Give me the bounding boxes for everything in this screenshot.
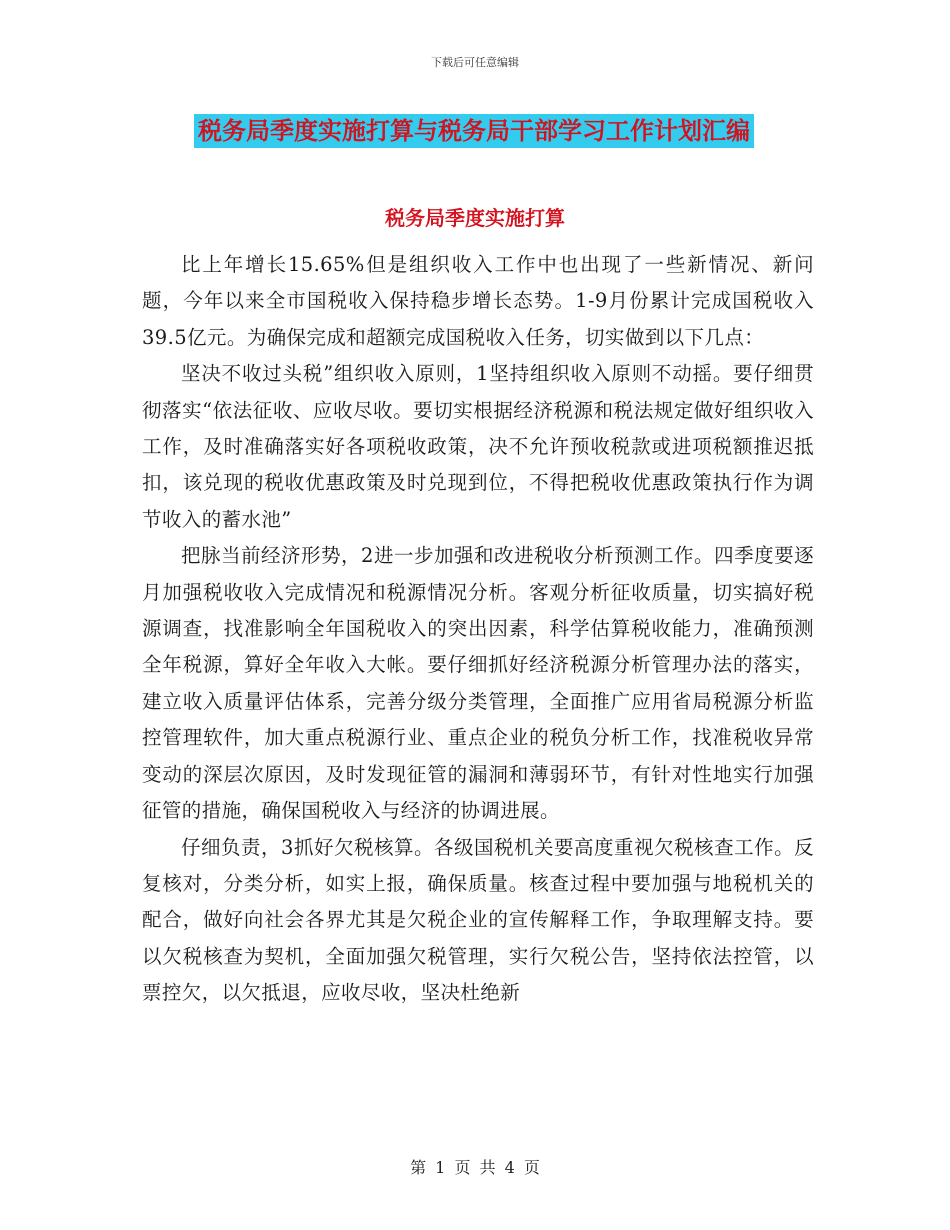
document-body bbox=[142, 247, 814, 1012]
paragraph-1: 比上年增长15.65%但是组织收入工作中也出现了一些新情况、新问题，今年以来全市国税收入保持稳步增长态势。1-9月份累计完成国税收入39.5亿元。为确保完成和超额完成国税收入任务，切实做到以下几点： bbox=[142, 253, 814, 349]
page-footer: 第 1 页 共 4 页 bbox=[410, 1158, 540, 1177]
paragraph-2: 坚决不收过头税”组织收入原则，1坚持组织收入原则不动摇。要仔细贯彻落实“依法征收、应收尽收。要切实根据经济税源和税法规定做好组织收入工作，及时准确落实好各项税收政策，决不允许预收税款或进项税额推迟抵扣，该兑现的税收优惠政策及时兑现到位，不得把税收优惠政策执行作为调节收入的蓄水池” bbox=[142, 362, 814, 531]
section-title: 税务局季度实施打算 bbox=[385, 206, 565, 230]
paragraph-4: 仔细负责，3抓好欠税核算。各级国税机关要高度重视欠税核查工作。反复核对，分类分析，如实上报，确保质量。核查过程中要加强与地税机关的配合，做好向社会各界尤其是欠税企业的宣传解释工作，争取理解支持。要以欠税核查为契机，全面加强欠税管理，实行欠税公告，坚持依法控管，以票控欠，以欠抵退，应收尽收，坚决杜绝新 bbox=[142, 835, 814, 1005]
paragraph-3: 把脉当前经济形势，2进一步加强和改进税收分析预测工作。四季度要逐月加强税收收入完成情况和税源情况分析。客观分析征收质量，切实搞好税源调查，找准影响全年国税收入的突出因素，科学估算税收能力，准确预测全年税源，算好全年收入大帐。要仔细抓好经济税源分析管理办法的落实，建立收入质量评估体系，完善分级分类管理，全面推广应用省局税源分析监控管理软件，加大重点税源行业、重点企业的税负分析工作，找准税收异常变动的深层次原因，及时发现征管的漏洞和薄弱环节，有针对性地实行加强征管的措施，确保国税收入与经济的协调进展。 bbox=[142, 544, 814, 823]
document-title: 税务局季度实施打算与税务局干部学习工作计划汇编 bbox=[194, 114, 754, 148]
page-header-note: 下载后可任意编辑 bbox=[431, 56, 519, 69]
